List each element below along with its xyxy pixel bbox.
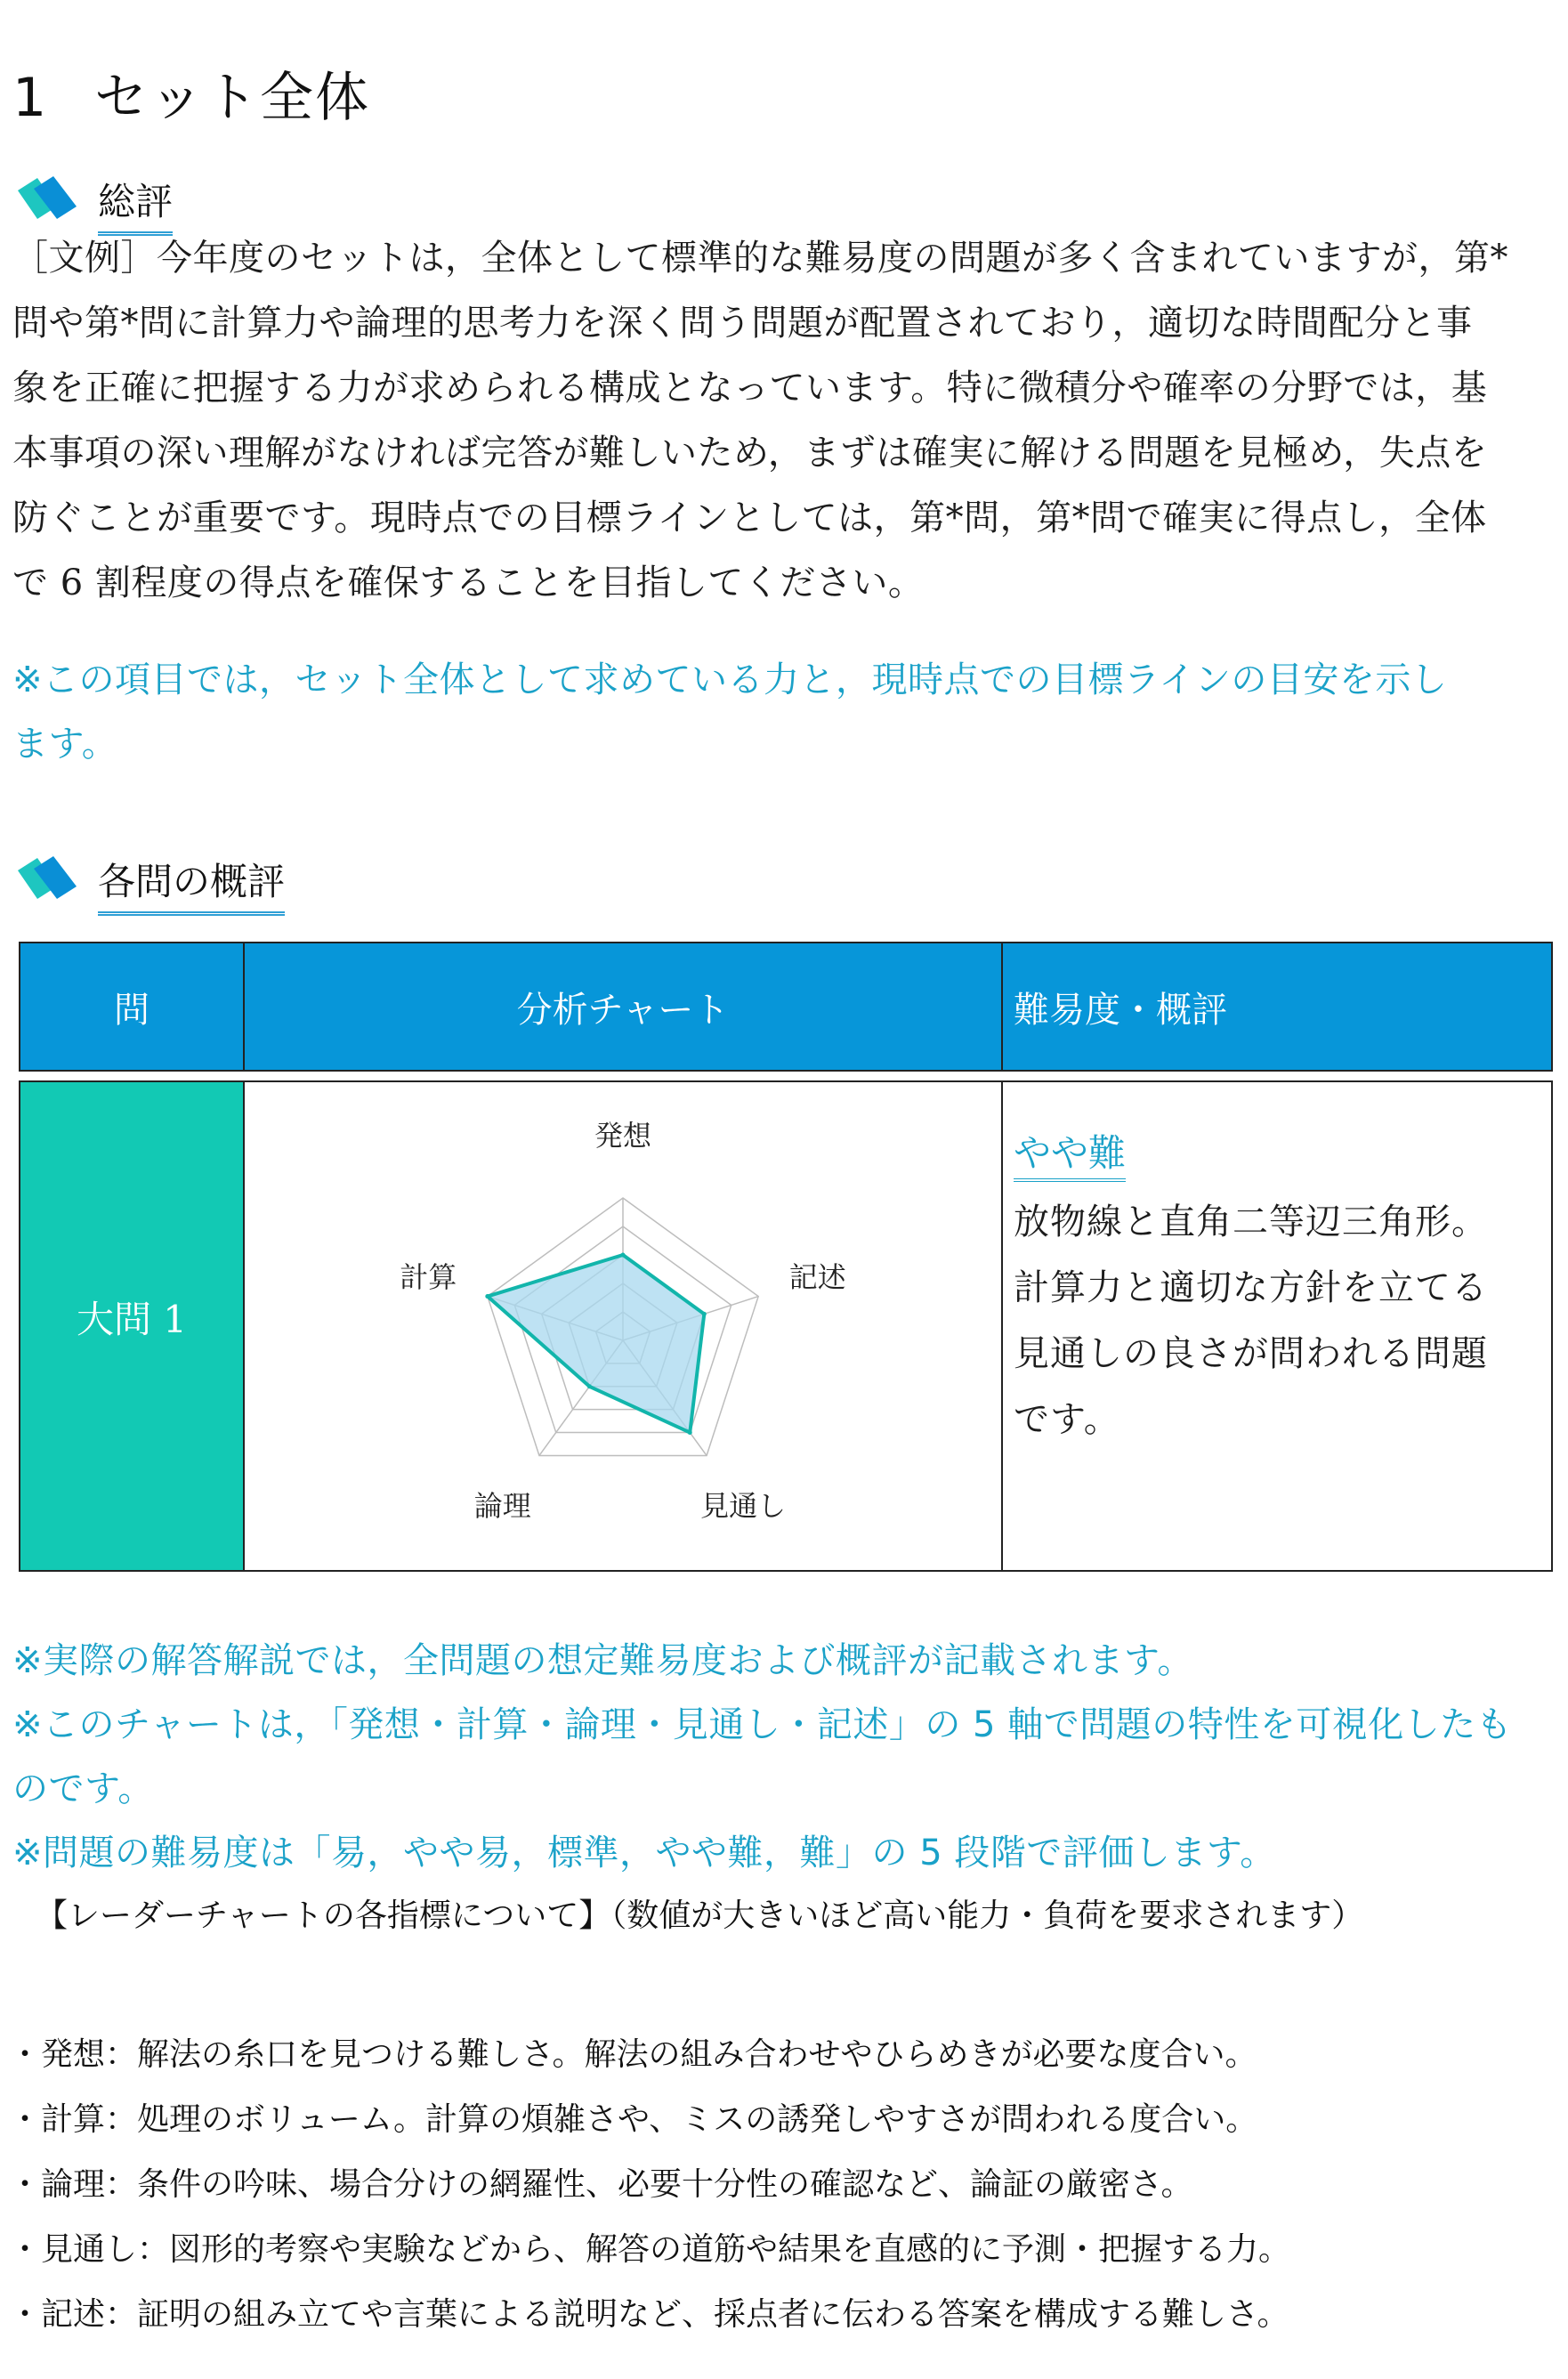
note-line: ※このチャートは，「発想・計算・論理・見通し・記述」の 5 軸で問題の特性を可視化したも xyxy=(12,1704,1513,1745)
radar-chart xyxy=(245,1082,1001,1570)
question-label: 大問 1 xyxy=(76,1298,188,1341)
comment-line: 計算力と適切な方針を立てる xyxy=(1014,1267,1488,1308)
overall-text-line: で 6 割程度の得点を確保することを目指してください。 xyxy=(12,562,925,603)
overall-text xyxy=(12,226,1561,616)
section-title: セット全体 xyxy=(94,67,370,129)
radar-point xyxy=(587,1384,592,1388)
radar-axis-label: 発想 xyxy=(594,1119,652,1153)
overall-section-label: 総評 xyxy=(98,173,173,236)
radar-point xyxy=(702,1312,707,1316)
table-row xyxy=(19,1080,1553,1572)
page-title xyxy=(12,55,370,132)
radar-axis-label: 論理 xyxy=(473,1489,531,1524)
indicator-item: ・記述：証明の組み立てや言葉による説明など、採点者に伝わる答案を構成する難しさ。 xyxy=(9,2296,1289,2333)
comment-line: 放物線と直角二等辺三角形。 xyxy=(1014,1202,1488,1242)
overall-note xyxy=(12,648,1561,776)
radar-axis-label: 見通し xyxy=(700,1489,787,1524)
radar-series-area xyxy=(488,1255,704,1433)
indicator-item: ・計算：処理のボリューム。計算の煩雑さや、ミスの誘発しやすさが問われる度合い。 xyxy=(9,2101,1258,2138)
table-divider xyxy=(1001,1082,1003,1570)
overall-text-line: 象を正確に把握する力が求められる構成となっています。特に微積分や確率の分野では，基 xyxy=(12,368,1488,409)
indicator-list xyxy=(9,2022,1557,2347)
radar-axis-label: 記述 xyxy=(788,1259,846,1294)
radar-point xyxy=(485,1294,489,1299)
indicator-title: 【レーダーチャートの各指標について】（数値が大きいほど高い能力・負荷を要求されます） xyxy=(36,1898,1364,1934)
note-line: ※実際の解答解説では，全問題の想定難易度および概評が記載されます。 xyxy=(12,1640,1193,1681)
question-cell xyxy=(20,1082,243,1570)
comment-line: 見通しの良さが問われる問題 xyxy=(1014,1333,1488,1374)
evaluation-cell xyxy=(1014,1129,1539,1452)
difficulty-level: やや難 xyxy=(1014,1129,1126,1182)
per-question-section-label: 各問の概評 xyxy=(98,853,285,916)
overall-text-line: 本事項の深い理解がなければ完答が難しいため，まずは確実に解ける問題を見極め，失点を xyxy=(12,433,1488,473)
table-header-chart: 分析チャート xyxy=(516,989,730,1031)
table-divider xyxy=(1001,943,1003,1070)
table-header-evaluation: 難易度・概評 xyxy=(1014,989,1227,1031)
section-marker-icon xyxy=(12,856,82,901)
section-number: 1 xyxy=(12,67,49,129)
note-line: ※問題の難易度は「易，やや易，標準，やや難，難」の 5 段階で評価します。 xyxy=(12,1833,1276,1873)
radar-series xyxy=(485,1253,706,1436)
notes xyxy=(12,1629,1564,1885)
overall-note-line: ます。 xyxy=(12,724,118,765)
evaluation-comment xyxy=(1014,1189,1539,1452)
overall-note-line: ※この項目では，セット全体として求めている力と，現時点での目標ラインの目安を示し xyxy=(12,659,1448,700)
radar-point xyxy=(621,1253,626,1258)
indicator-item: ・見通し：図形的考察や実験などから、解答の道筋や結果を直感的に予測・把握する力。 xyxy=(9,2231,1291,2268)
overall-text-line: 問や第*問に計算力や論理的思考力を深く問う問題が配置されており，適切な時間配分と事 xyxy=(12,303,1473,344)
overall-text-line: ［文例］今年度のセットは，全体として標準的な難易度の問題が多く含まれていますが，第* xyxy=(12,238,1508,279)
comment-line: です。 xyxy=(1014,1399,1120,1440)
radar-point xyxy=(688,1430,692,1435)
overall-text-line: 防ぐことが重要です。現時点での目標ラインとしては，第*問，第*問で確実に得点し，全体 xyxy=(12,498,1487,538)
table-header-row xyxy=(19,942,1553,1072)
radar-axis-label: 計算 xyxy=(400,1259,457,1294)
section-marker-icon xyxy=(12,176,82,221)
table-header-question: 問 xyxy=(114,989,150,1031)
note-line: のです。 xyxy=(12,1768,154,1809)
indicator-item: ・論理：条件の吟味、場合分けの網羅性、必要十分性の確認など、論証の厳密さ。 xyxy=(9,2166,1193,2203)
indicator-item: ・発想：解法の糸口を見つける難しさ。解法の組み合わせやひらめきが必要な度合い。 xyxy=(9,2036,1257,2073)
